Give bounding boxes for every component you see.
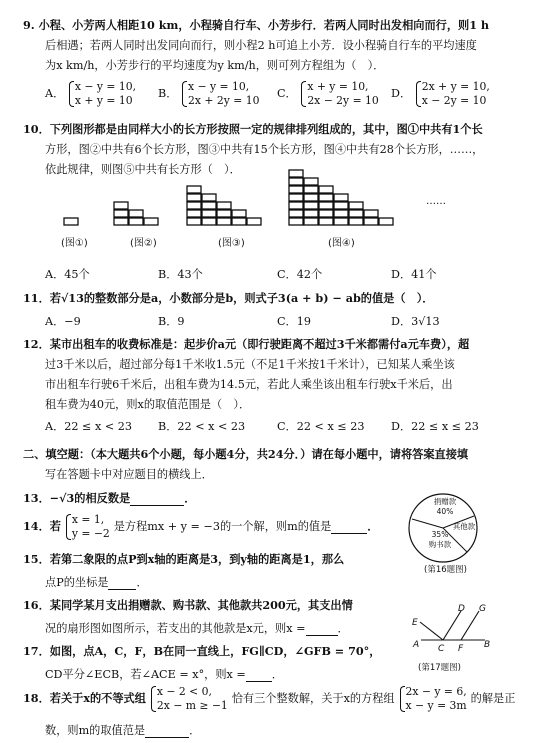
q10-ellipsis: ……	[426, 196, 446, 207]
point-d: D	[458, 604, 465, 614]
q9-line2: 后相遇；若两人同时出发同向而行，则小程2 h可追上小芳．设小程骑自行车的平均速度	[45, 39, 477, 52]
ray-ce	[420, 622, 443, 640]
q9-d-eq2: x − 2y = 10	[421, 94, 487, 107]
q11-option-a: A．−9	[45, 315, 81, 328]
fig2-label: (图②)	[130, 238, 157, 249]
q12-option-d: D．22 ≤ x ≤ 23	[391, 420, 479, 433]
q18-line2: 数，则m的取值范是 ．	[45, 724, 201, 737]
q12-option-b: B．22 < x < 23	[158, 420, 246, 433]
point-g: G	[479, 604, 486, 614]
q14-eq2: y = −2	[71, 527, 110, 540]
q14-post: 是方程mx + y = −3的一个解，则m的值是	[113, 520, 332, 533]
q16-line2-text: 况的扇形图如图所示，若支出的其他款是x元，则x =	[45, 622, 306, 635]
q9-c-eq1: x + y = 10,	[307, 80, 369, 93]
q17-line2: CD平分∠ECB，若∠ACE = x°，则x = ．	[45, 668, 283, 681]
q12-line3: 市出租车行驶6千米后，出租车费为14.5元，若此人乘坐该出租车行驶x千米后，出	[45, 378, 453, 391]
q13-text: 13．−√3的相反数是 ．	[23, 491, 196, 505]
q9-a-eq2: x + y = 10	[74, 94, 133, 107]
q18-inequality-system	[150, 685, 228, 713]
q14-text: 14．若 x = 1, y = −2 是方程mx + y = −3的一个解，则m的值是 ．	[23, 513, 379, 540]
point-e: E	[412, 618, 418, 628]
q13-label: 13．−√3的相反数是	[23, 491, 131, 505]
q9-line3: 为x km/h，小芳步行的平均速度为y km/h，则可列方程组为（ ）．	[45, 59, 385, 72]
q9-option-a-label: A．	[45, 87, 65, 100]
q15-line2: 点P的坐标是 ．	[45, 576, 148, 589]
fig1-label: (图①)	[61, 238, 88, 249]
q10-option-a: A．45个	[45, 268, 90, 281]
q16-line2: 况的扇形图如图所示，若支出的其他款是x元，则x = ．	[45, 622, 349, 635]
q18-pre: 18．若关于x的不等式组	[23, 691, 146, 705]
q11-line1: 11．若√13的整数部分是a，小数部分是b，则式子3(a + b) − ab的值是（ ）．	[23, 291, 434, 305]
pie-label-donation-pct: 40%	[436, 507, 454, 516]
q9-c-eq2: 2x − 2y = 10	[307, 94, 379, 107]
q10-line1: 10．下列图形都是由同样大小的长方形按照一定的规律排列组成的，其中，图①中共有1个长	[23, 122, 483, 136]
q12-line4: 租车费为40元，则x的取值范围是（ ）．	[45, 398, 251, 411]
q9-option-d-label: D．	[391, 87, 412, 100]
q18-line1	[23, 685, 515, 713]
q10-option-c: C．42个	[277, 268, 323, 281]
q16-line1: 16．某同学某月支出捐赠款、购书款、其他款共200元，其支出情	[23, 598, 353, 612]
q11-option-c: C．19	[277, 315, 311, 328]
q9-option-c-label: C．	[277, 87, 297, 100]
q9-b-eq2: 2x + 2y = 10	[187, 94, 260, 107]
pie-label-books: 购书款	[428, 540, 452, 549]
q17-line2-text: CD平分∠ECB，若∠ACE = x°，则x =	[45, 668, 246, 681]
section2-heading: 二、填空题：（本大题共6个小题，每小题4分，共24分．）请在每小题中，请将答案直接填	[23, 447, 469, 461]
q18-post: 的解是正	[470, 692, 516, 705]
q18-ineq1: x − 2 < 0,	[156, 685, 212, 698]
q10-option-d: D．41个	[391, 268, 437, 281]
q12-option-c: C．22 < x ≤ 23	[277, 420, 365, 433]
q17-line1: 17．如图，点A，C，F，B在同一直线上，FG∥CD，∠GFB = 70°，	[23, 644, 381, 658]
q18-eq1: 2x − y = 6,	[405, 685, 467, 698]
q12-option-a: A．22 ≤ x < 23	[45, 420, 133, 433]
q18-ineq2: 2x − m ≥ −1	[156, 699, 228, 712]
q10-line3: 依此规律，则图⑤中共有长方形（ ）．	[45, 163, 241, 176]
q11-option-d: D．3√13	[391, 315, 440, 328]
q17-caption: (第17题图)	[418, 663, 461, 673]
q14-eq1: x = 1,	[71, 513, 105, 526]
q10-line2: 方形，图②中共有6个长方形，图③中共有15个长方形，图④中共有28个长方形，……，	[45, 143, 484, 156]
q9-b-eq1: x − y = 10,	[187, 80, 250, 93]
point-a: A	[413, 640, 420, 650]
q16-caption: (第16题图)	[424, 565, 467, 575]
fig3-label: (图③)	[218, 238, 245, 249]
pie-label-donation: 捐赠款	[433, 497, 457, 506]
q18-eq2: x − y = 3m	[405, 699, 467, 712]
q18-mid: 恰有三个整数解，关于x的方程组	[231, 692, 395, 705]
point-f: F	[458, 644, 464, 654]
q18-line2-text: 数，则m的取值范是	[45, 724, 146, 737]
q14-pre: 14．若	[23, 519, 61, 533]
q12-line2: 过3千米以后，超过部分每1千米收1.5元（不足1千米按1千米计），已知某人乘坐该	[45, 358, 455, 371]
q15-line1: 15．若第二象限的点P到x轴的距离是3，到y轴的距离是1，那么	[23, 552, 345, 566]
q12-line1: 12．某市出租车的收费标准是：起步价a元（即行驶距离不超过3千米都需付a元车费），超	[23, 337, 470, 351]
pie-label-books-pct: 35%	[431, 530, 449, 539]
section2-line2: 写在答题卡中对应题目的横线上．	[45, 468, 213, 481]
q15-line2-text: 点P的坐标是	[45, 576, 109, 589]
ray-fg	[461, 611, 479, 640]
q10-option-b: B．43个	[158, 268, 203, 281]
q18-equation-system	[399, 685, 467, 713]
point-b: B	[484, 640, 491, 650]
q9-option-b-label: B．	[158, 87, 178, 100]
q9-a-eq1: x − y = 10,	[74, 80, 137, 93]
q9-d-eq1: 2x + y = 10,	[421, 80, 490, 93]
fig4-label: (图④)	[328, 238, 355, 249]
point-c: C	[438, 644, 445, 654]
pie-label-other: 其他款	[452, 522, 476, 531]
ray-cd	[443, 611, 461, 640]
q18-answer-blank[interactable]	[145, 724, 189, 738]
q9-line1: 9. 小程、小芳两人相距10 km，小程骑自行车、小芳步行．若两人同时出发相向而行，则1 h	[23, 18, 490, 32]
q11-option-b: B．9	[158, 315, 185, 328]
